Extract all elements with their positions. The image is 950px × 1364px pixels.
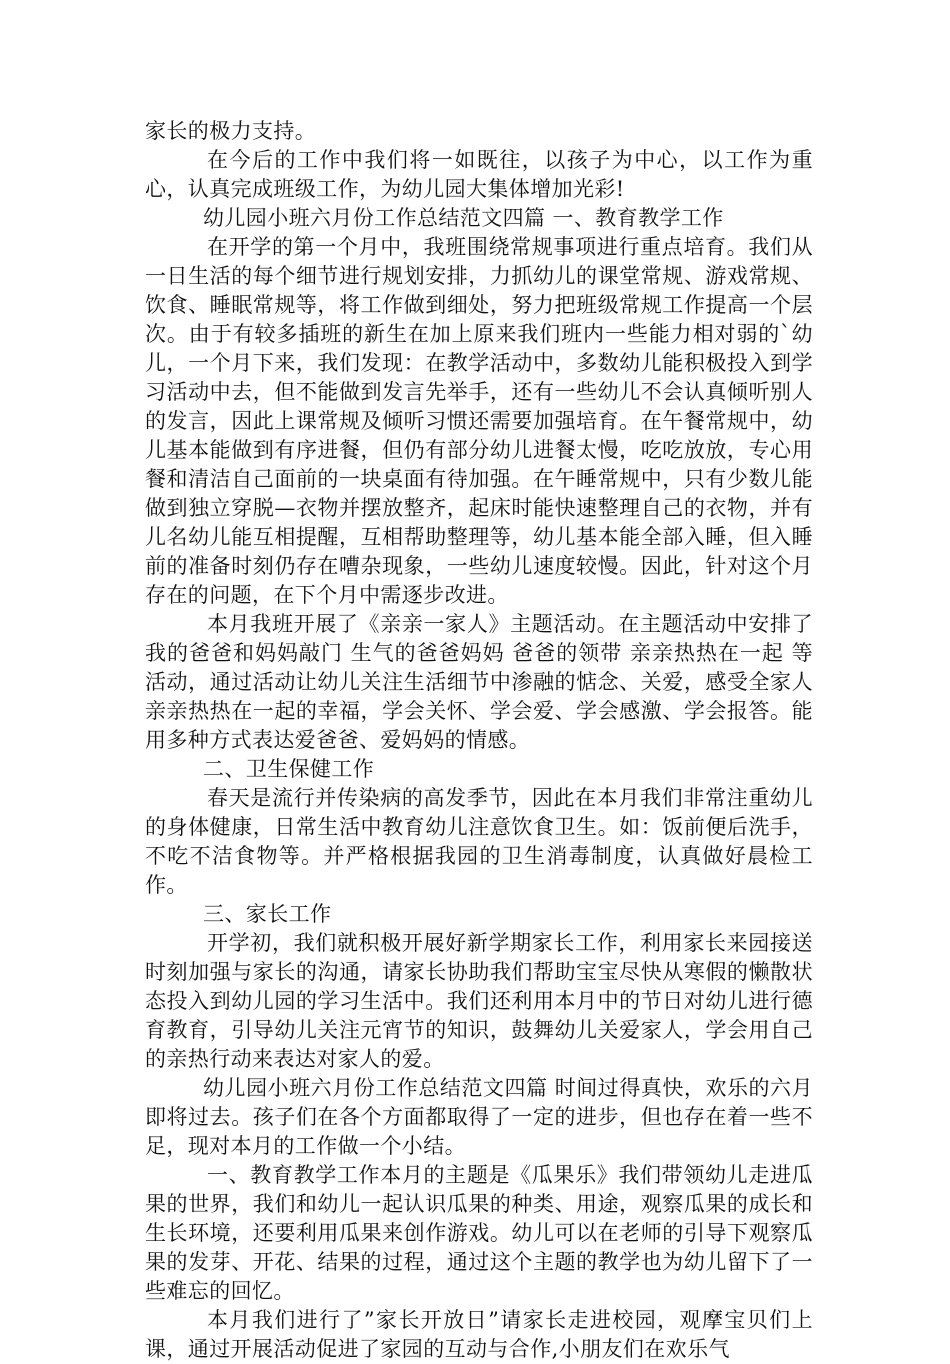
paragraph-open-day: 本月我们进行了”家长开放日”请家长走进校园，观摩宝贝们上课，通过开展活动促进了家园的互动与合作,小朋友们在欢乐气 — [145, 1308, 813, 1361]
paragraph-2: 在今后的工作中我们将一如既往，以孩子为中心，以工作为重心，认真完成班级工作，为幼儿园大集体增加光彩! — [145, 148, 813, 201]
paragraph-teaching: 一、教育教学工作本月的主题是《瓜果乐》我们带领幼儿走进瓜果的世界，我们和幼儿一起认识瓜果的种类、用途，观察瓜果的成长和生长环境，还要利用瓜果来创作游戏。幼儿可以在老师的引导下观察瓜果的发芽、开花、结果的过程，通过这个主题的教学也为幼儿留下了一些难忘的回忆。 — [145, 1163, 813, 1303]
paragraph-routines: 在开学的第一个月中，我班围绕常规事项进行重点培育。我们从一日生活的每个细节进行规划安排，力抓幼儿的课堂常规、游戏常规、饮食、睡眠常规等，将工作做到细处，努力把班级常规工作提高一个层次。由于有较多插班的新生在加上原来我们班内一些能力相对弱的`幼儿，一个月下来，我们发现：在教学活动中，多数幼儿能积极投入到学习活动中去，但不能做到发言先举手，还有一些幼儿不会认真倾听别人的发言，因此上课常规及倾听习惯还需要加强培育。在午餐常规中，幼儿基本能做到有序进餐，但仍有部分幼儿进餐太慢，吃吃放放，专心用餐和清洁自己面前的一块桌面有待加强。在午睡常规中，只有少数儿能做到独立穿脱—衣物并摆放整齐，起床时能快速整理自己的衣物，并有儿名幼儿能互相提醒，互相帮助整理等，幼儿基本能全部入睡，但入睡前的准备时刻仍存在嘈杂现象，一些幼儿速度较慢。因此，针对这个月存在的问题，在下个月中需逐步改进。 — [145, 235, 813, 607]
paragraph-parents: 开学初，我们就积极开展好新学期家长工作，利用家长来园接送时刻加强与家长的沟通，请家长协助我们帮助宝宝尽快从寒假的懒散状态投入到幼儿园的学习生活中。我们还利用本月中的节日对幼儿进行德育教育，引导幼儿关注元宵节的知识，鼓舞幼儿关爱家人，学会用自己的亲热行动来表达对家人的爱。 — [145, 931, 813, 1071]
paragraph-1: 家长的极力支持。 — [145, 119, 317, 143]
document-body — [145, 117, 813, 1364]
paragraph-health: 春天是流行并传染病的高发季节，因此在本月我们非常注重幼儿的身体健康，日常生活中教育幼儿注意饮食卫生。如：饭前便后洗手，不吃不洁食物等。并严格根据我园的卫生消毒制度，认真做好晨检工作。 — [145, 786, 813, 897]
section-heading-title: 幼儿园小班六月份工作总结范文四篇 一、教育教学工作 — [203, 206, 724, 230]
section-heading-parents: 三、家长工作 — [203, 902, 332, 926]
section-heading-summary: 幼儿园小班六月份工作总结范文四篇 时间过得真快，欢乐的六月即将过去。孩子们在各个方面都取得了一定的进步，但也存在着一些不足，现对本月的工作做一个小结。 — [145, 1076, 813, 1158]
section-heading-health: 二、卫生保健工作 — [203, 757, 375, 781]
paragraph-family-theme: 本月我班开展了《亲亲一家人》主题活动。在主题活动中安排了我的爸爸和妈妈敲门 生气的爸爸妈妈 爸爸的领带 亲亲热热在一起 等活动，通过活动让幼儿关注生活细节中渗融的惦念、关爱，感受全家人亲亲热热在一起的幸福，学会关怀、学会爱、学会感激、学会报答。能用多种方式表达爱爸爸、爱妈妈的情感。 — [145, 612, 813, 752]
